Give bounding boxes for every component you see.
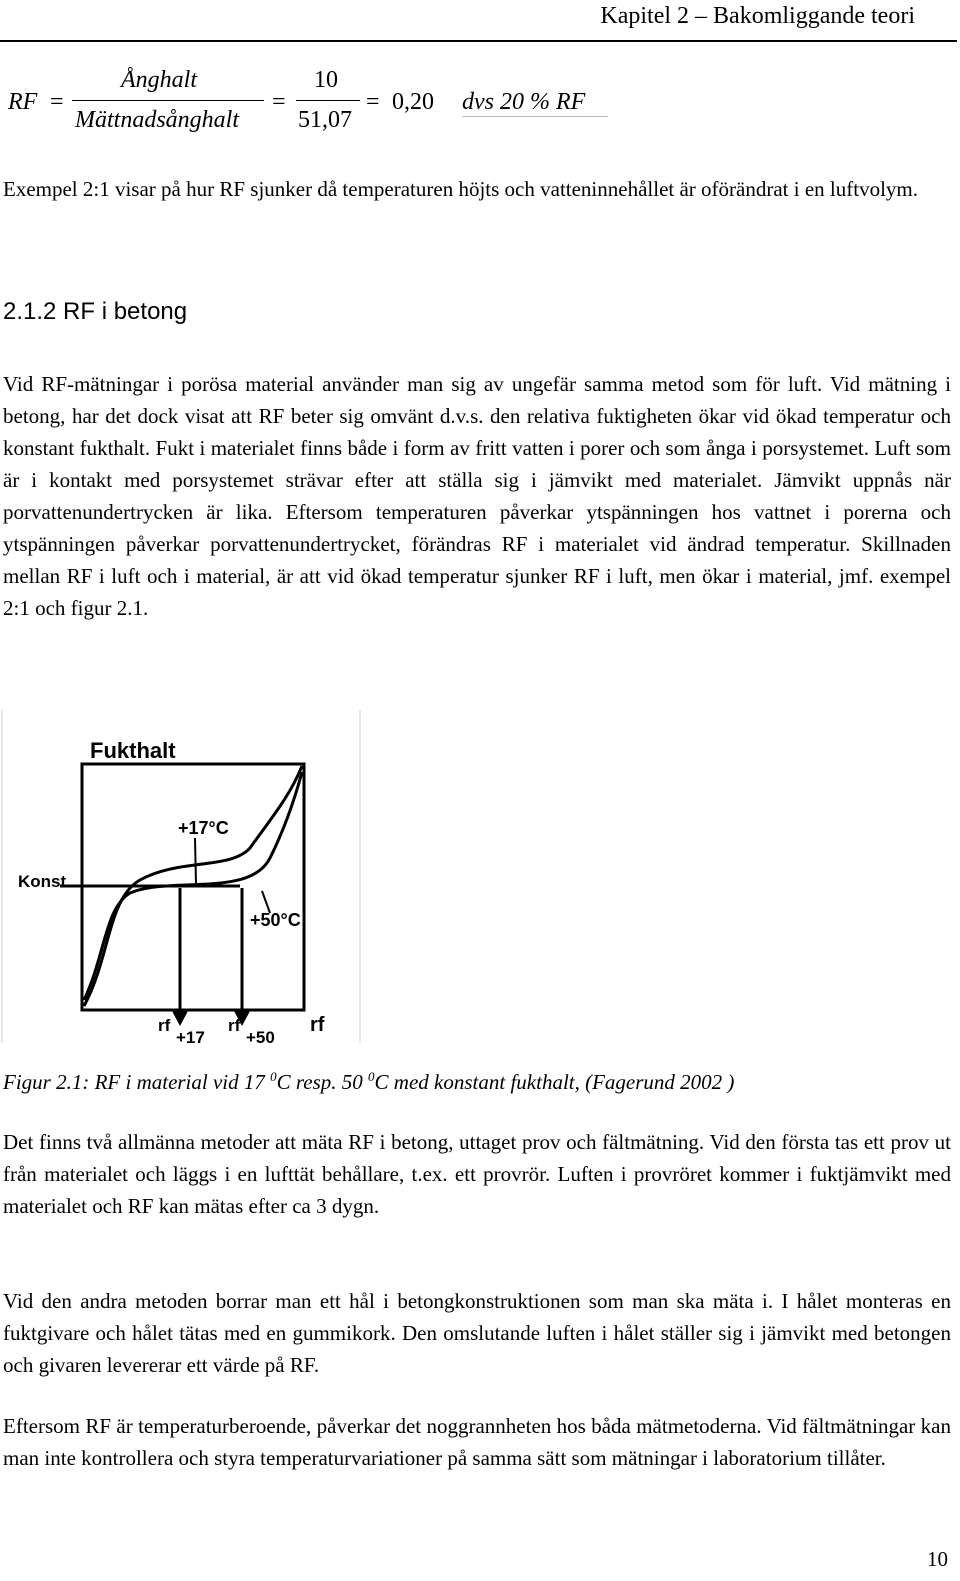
rf-formula (0, 60, 960, 140)
formula-fraction-bar-1 (72, 100, 264, 101)
header-rule (0, 40, 957, 42)
formula-result-unit: dvs 20 % RF (462, 89, 586, 115)
chapter-header: Kapitel 2 – Bakomliggande teori (600, 3, 915, 29)
page-number: 10 (927, 1547, 948, 1571)
marker-17-temp: +17 (176, 1028, 205, 1047)
y-axis-label: Fukthalt (90, 738, 176, 763)
formula-equals-1: = (50, 89, 64, 115)
marker-17-rf: rf (158, 1016, 171, 1035)
caption-sup-1: 0 (270, 1069, 277, 1084)
formula-den-value: 51,07 (298, 107, 352, 133)
caption-suffix: C med konstant fukthalt, (Fagerund 2002 ) (374, 1070, 735, 1094)
caption-mid: C resp. 50 (276, 1070, 369, 1094)
section-heading: 2.1.2 RF i betong (3, 298, 188, 325)
formula-denominator: Mättnadsånghalt (75, 107, 240, 133)
curve-17c-label: +17°C (178, 818, 229, 838)
formula-lhs: RF (8, 89, 38, 115)
body-paragraph-1: Vid RF-mätningar i porösa material använder man sig av ungefär samma metod som för luft. Vid mätning i betong, har det dock visat att RF beter sig omvänt d.v.s. den relativa fuktigheten ökar vid ökad temperatur och konstant fukthalt. Fukt i materialet finns både i form av fritt vatten i porer och som ånga i porsystemet. Luft som är i kontakt med porsystemet strävar efter att ställa sig i jämvikt med materialet. Jämvikt uppnås när porvattenundertrycken är lika. Eftersom temperaturen påverkar ytspänningen hos vattnet i porerna och ytspänningen påverkar porvattenundertrycket, förändras RF i materialet vid ändrad temperatur. Skillnaden mellan RF i luft och i material, är att vid ökad temperatur sjunker RF i luft, men ökar i material, jmf. exempel 2:1 och figur 2.1. (3, 372, 951, 620)
caption-prefix: Figur 2.1: RF i material vid 17 (3, 1070, 271, 1094)
formula-result: 0,20 (392, 89, 434, 115)
intro-paragraph: Exempel 2:1 visar på hur RF sjunker då temperaturen höjts och vatteninnehållet är oförändrat i en luftvolym. (3, 177, 918, 201)
marker-50-temp: +50 (246, 1028, 275, 1047)
leader-17c (195, 838, 196, 884)
formula-num-value: 10 (314, 67, 338, 93)
formula-fraction-bar-2 (296, 100, 360, 101)
formula-underline (462, 116, 608, 117)
arrow-17-head (172, 1011, 188, 1026)
figure-caption (3, 1063, 734, 1096)
marker-50-rf: rf (228, 1016, 241, 1035)
x-axis-label: rf (310, 1014, 325, 1036)
figure-rf-vs-moisture (0, 708, 370, 1053)
formula-equals-3: = (366, 89, 380, 115)
formula-equals-2: = (272, 89, 286, 115)
formula-numerator: Ånghalt (121, 67, 197, 93)
caption-sup-2: 0 (368, 1069, 375, 1084)
body-paragraph-3: Vid den andra metoden borrar man ett hål i betongkonstruktionen som man ska mäta i. I hålet monteras en fuktgivare och hålet tätas med en gummikork. Den omslutande luften i hålet ställer sig i jämvikt med betongen och givaren levererar ett värde på RF. (3, 1289, 951, 1377)
constant-label: Konst (18, 872, 67, 891)
body-paragraph-2: Det finns två allmänna metoder att mäta RF i betong, uttaget prov och fältmätning. Vid den första tas ett prov ut från materialet och läggs i en lufttät behållare, t.ex. ett provrör. Luften i provröret kommer i fuktjämvikt med materialet och RF kan mätas efter ca 3 dygn. (3, 1130, 951, 1218)
curve-50c-label: +50°C (250, 910, 301, 930)
body-paragraph-4: Eftersom RF är temperaturberoende, påverkar det noggrannheten hos båda mätmetoderna. Vid fältmätningar kan man inte kontrollera och styra temperaturvariationer på samma sätt som mätningar i laboratorium tillåter. (3, 1414, 951, 1470)
